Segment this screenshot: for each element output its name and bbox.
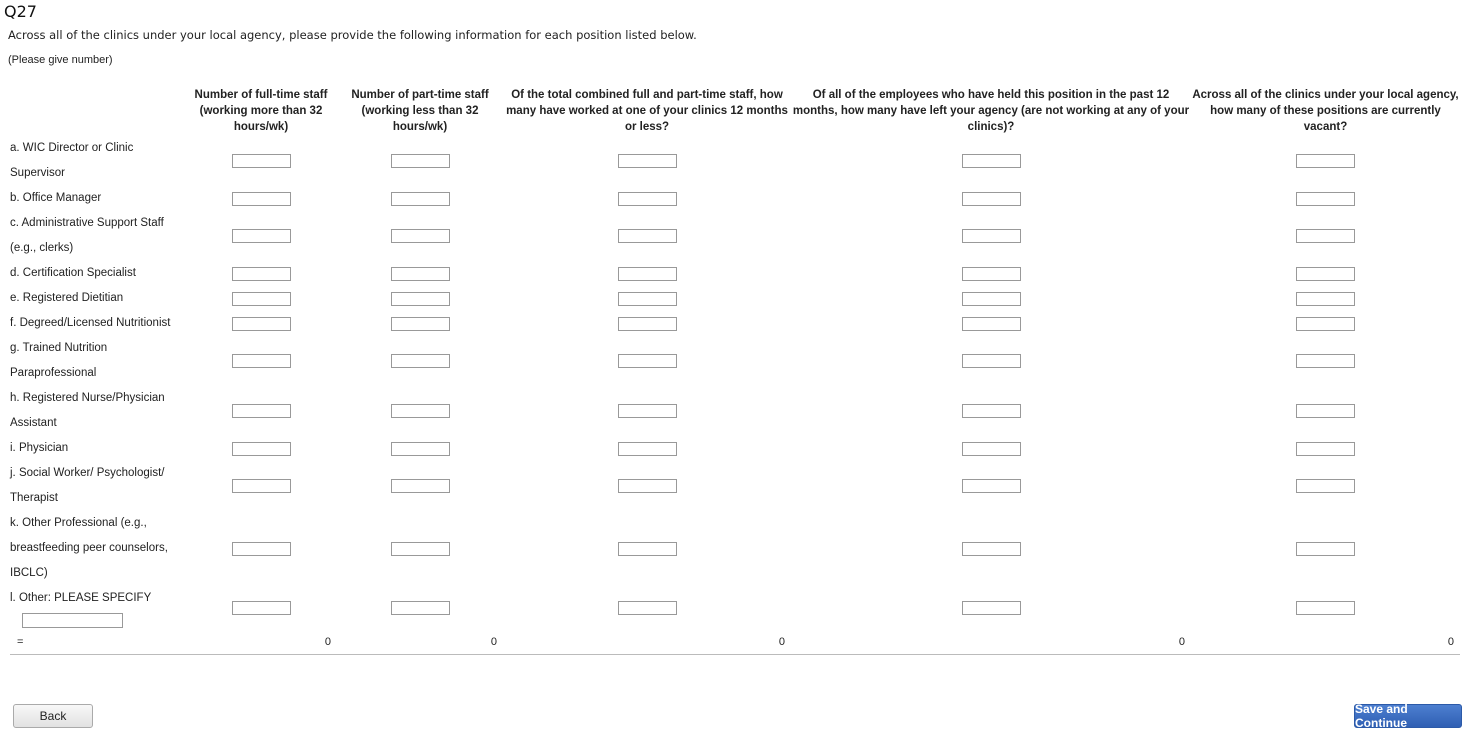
vacant-input[interactable]: [1296, 354, 1355, 368]
turnover-input[interactable]: [962, 192, 1021, 206]
row-label-cell: [10, 511, 185, 586]
column-header-new-staff: Of the total combined full and part-time staff, how many have worked at one of your clinics 12 months or less?: [506, 89, 788, 133]
part-time-input[interactable]: [391, 192, 450, 206]
turnover-input[interactable]: [962, 229, 1021, 243]
vacant-input[interactable]: [1296, 317, 1355, 331]
cell-part-time: [337, 311, 503, 336]
table-row: [10, 186, 1460, 211]
cell-part-time: [337, 211, 503, 261]
question-number: Q27: [4, 2, 37, 21]
cell-turnover: [791, 286, 1191, 311]
vacant-input[interactable]: [1296, 267, 1355, 281]
new-staff-input[interactable]: [618, 404, 677, 418]
cell-vacant: [1191, 186, 1460, 211]
cell-new-staff: [503, 386, 791, 436]
column-header-full-time: Number of full-time staff (working more than 32 hours/wk): [194, 89, 328, 133]
cell-full-time: [185, 211, 337, 261]
totals-label: =: [10, 630, 185, 655]
cell-new-staff: [503, 311, 791, 336]
row-label-header: [10, 86, 185, 136]
cell-part-time: [337, 386, 503, 436]
new-staff-input[interactable]: [618, 542, 677, 556]
cell-vacant: [1191, 386, 1460, 436]
turnover-input[interactable]: [962, 542, 1021, 556]
row-label: a. WIC Director or Clinic Supervisor: [10, 142, 134, 179]
row-label-cell: [10, 436, 185, 461]
cell-turnover: [791, 586, 1191, 630]
new-staff-input[interactable]: [618, 292, 677, 306]
cell-part-time: [337, 136, 503, 186]
cell-full-time: [185, 336, 337, 386]
full-time-input[interactable]: [232, 229, 291, 243]
row-label-cell: [10, 211, 185, 261]
cell-turnover: [791, 336, 1191, 386]
total-turnover: 0: [791, 630, 1191, 655]
part-time-input[interactable]: [391, 479, 450, 493]
other-specify-input[interactable]: [22, 613, 123, 628]
part-time-input[interactable]: [391, 404, 450, 418]
cell-turnover: [791, 136, 1191, 186]
turnover-input[interactable]: [962, 317, 1021, 331]
full-time-input[interactable]: [232, 154, 291, 168]
turnover-input[interactable]: [962, 479, 1021, 493]
table-row: [10, 461, 1460, 511]
full-time-input[interactable]: [232, 317, 291, 331]
row-label-cell: [10, 261, 185, 286]
row-label-cell: [10, 336, 185, 386]
cell-turnover: [791, 211, 1191, 261]
cell-vacant: [1191, 286, 1460, 311]
part-time-input[interactable]: [391, 442, 450, 456]
cell-new-staff: [503, 586, 791, 630]
turnover-input[interactable]: [962, 267, 1021, 281]
cell-new-staff: [503, 436, 791, 461]
cell-part-time: [337, 336, 503, 386]
cell-new-staff: [503, 461, 791, 511]
vacant-input[interactable]: [1296, 229, 1355, 243]
cell-full-time: [185, 186, 337, 211]
part-time-input[interactable]: [391, 542, 450, 556]
turnover-input[interactable]: [962, 404, 1021, 418]
table-row: [10, 136, 1460, 186]
vacant-input[interactable]: [1296, 192, 1355, 206]
full-time-input[interactable]: [232, 601, 291, 615]
full-time-input[interactable]: [232, 267, 291, 281]
row-label-cell: [10, 311, 185, 336]
cell-vacant: [1191, 311, 1460, 336]
save-and-continue-button[interactable]: Save and Continue: [1354, 704, 1462, 728]
cell-part-time: [337, 461, 503, 511]
cell-vacant: [1191, 436, 1460, 461]
cell-turnover: [791, 261, 1191, 286]
cell-vacant: [1191, 136, 1460, 186]
full-time-input[interactable]: [232, 292, 291, 306]
row-label-cell: [10, 461, 185, 511]
new-staff-input[interactable]: [618, 317, 677, 331]
cell-full-time: [185, 286, 337, 311]
cell-new-staff: [503, 336, 791, 386]
part-time-input[interactable]: [391, 354, 450, 368]
column-header-turnover: Of all of the employees who have held this position in the past 12 months, how many have left your agency (are not working at any of your clinics)?: [792, 89, 1190, 133]
total-vacant: 0: [1191, 630, 1460, 655]
cell-turnover: [791, 511, 1191, 586]
row-label: c. Administrative Support Staff (e.g., clerks): [10, 217, 164, 254]
row-label-cell: [10, 586, 185, 630]
cell-new-staff: [503, 511, 791, 586]
cell-new-staff: [503, 286, 791, 311]
new-staff-input[interactable]: [618, 192, 677, 206]
new-staff-input[interactable]: [618, 267, 677, 281]
vacant-input[interactable]: [1296, 292, 1355, 306]
table-row: [10, 586, 1460, 630]
row-label: k. Other Professional (e.g., breastfeeding peer counselors, IBCLC): [10, 517, 168, 579]
cell-part-time: [337, 511, 503, 586]
cell-part-time: [337, 261, 503, 286]
row-label-cell: [10, 186, 185, 211]
full-time-input[interactable]: [232, 479, 291, 493]
cell-turnover: [791, 311, 1191, 336]
cell-part-time: [337, 586, 503, 630]
total-new-staff: 0: [503, 630, 791, 655]
cell-vacant: [1191, 461, 1460, 511]
full-time-input[interactable]: [232, 354, 291, 368]
cell-full-time: [185, 261, 337, 286]
cell-new-staff: [503, 211, 791, 261]
vacant-input[interactable]: [1296, 154, 1355, 168]
totals-row: [10, 630, 1460, 655]
turnover-input[interactable]: [962, 442, 1021, 456]
back-button[interactable]: Back: [13, 704, 93, 728]
new-staff-input[interactable]: [618, 154, 677, 168]
cell-full-time: [185, 136, 337, 186]
turnover-input[interactable]: [962, 154, 1021, 168]
vacant-input[interactable]: [1296, 601, 1355, 615]
vacant-input[interactable]: [1296, 442, 1355, 456]
row-label: j. Social Worker/ Psychologist/ Therapist: [10, 467, 165, 504]
new-staff-input[interactable]: [618, 479, 677, 493]
vacant-input[interactable]: [1296, 404, 1355, 418]
table-row: [10, 261, 1460, 286]
staffing-grid: [10, 86, 1460, 655]
row-label: d. Certification Specialist: [10, 267, 136, 279]
new-staff-input[interactable]: [618, 354, 677, 368]
cell-full-time: [185, 436, 337, 461]
cell-full-time: [185, 386, 337, 436]
cell-part-time: [337, 436, 503, 461]
row-label: e. Registered Dietitian: [10, 292, 124, 304]
cell-turnover: [791, 461, 1191, 511]
cell-new-staff: [503, 186, 791, 211]
turnover-input[interactable]: [962, 354, 1021, 368]
part-time-input[interactable]: [391, 229, 450, 243]
new-staff-input[interactable]: [618, 229, 677, 243]
question-text: Across all of the clinics under your local agency, please provide the following information for each position listed below.: [8, 28, 697, 42]
row-label: g. Trained Nutrition Paraprofessional: [10, 342, 108, 379]
cell-new-staff: [503, 261, 791, 286]
vacant-input[interactable]: [1296, 542, 1355, 556]
turnover-input[interactable]: [962, 601, 1021, 615]
table-row: [10, 286, 1460, 311]
row-label: f. Degreed/Licensed Nutritionist: [10, 317, 171, 329]
part-time-input[interactable]: [391, 317, 450, 331]
total-full-time: 0: [185, 630, 337, 655]
cell-part-time: [337, 286, 503, 311]
new-staff-input[interactable]: [618, 601, 677, 615]
table-row: [10, 211, 1460, 261]
row-label-cell: [10, 286, 185, 311]
cell-full-time: [185, 311, 337, 336]
row-label: b. Office Manager: [10, 192, 102, 204]
question-note: (Please give number): [8, 54, 113, 66]
column-header-vacant: Across all of the clinics under your local agency, how many of these positions are currently vacant?: [1192, 89, 1459, 133]
cell-part-time: [337, 186, 503, 211]
column-header-part-time: Number of part-time staff (working less than 32 hours/wk): [351, 89, 489, 133]
row-label-cell: [10, 136, 185, 186]
cell-new-staff: [503, 136, 791, 186]
new-staff-input[interactable]: [618, 442, 677, 456]
total-part-time: 0: [337, 630, 503, 655]
cell-full-time: [185, 511, 337, 586]
table-row: [10, 336, 1460, 386]
part-time-input[interactable]: [391, 292, 450, 306]
row-label: i. Physician: [10, 442, 69, 454]
cell-turnover: [791, 386, 1191, 436]
cell-vacant: [1191, 211, 1460, 261]
row-label-cell: [10, 386, 185, 436]
full-time-input[interactable]: [232, 542, 291, 556]
cell-turnover: [791, 186, 1191, 211]
part-time-input[interactable]: [391, 154, 450, 168]
table-row: [10, 436, 1460, 461]
cell-turnover: [791, 436, 1191, 461]
full-time-input[interactable]: [232, 404, 291, 418]
part-time-input[interactable]: [391, 601, 450, 615]
turnover-input[interactable]: [962, 292, 1021, 306]
part-time-input[interactable]: [391, 267, 450, 281]
vacant-input[interactable]: [1296, 479, 1355, 493]
cell-full-time: [185, 586, 337, 630]
cell-vacant: [1191, 336, 1460, 386]
cell-vacant: [1191, 511, 1460, 586]
table-row: [10, 311, 1460, 336]
row-label: h. Registered Nurse/Physician Assistant: [10, 392, 165, 429]
cell-vacant: [1191, 586, 1460, 630]
cell-vacant: [1191, 261, 1460, 286]
full-time-input[interactable]: [232, 192, 291, 206]
cell-full-time: [185, 461, 337, 511]
table-row: [10, 386, 1460, 436]
full-time-input[interactable]: [232, 442, 291, 456]
table-row: [10, 511, 1460, 586]
row-label: l. Other: PLEASE SPECIFY: [10, 592, 152, 604]
